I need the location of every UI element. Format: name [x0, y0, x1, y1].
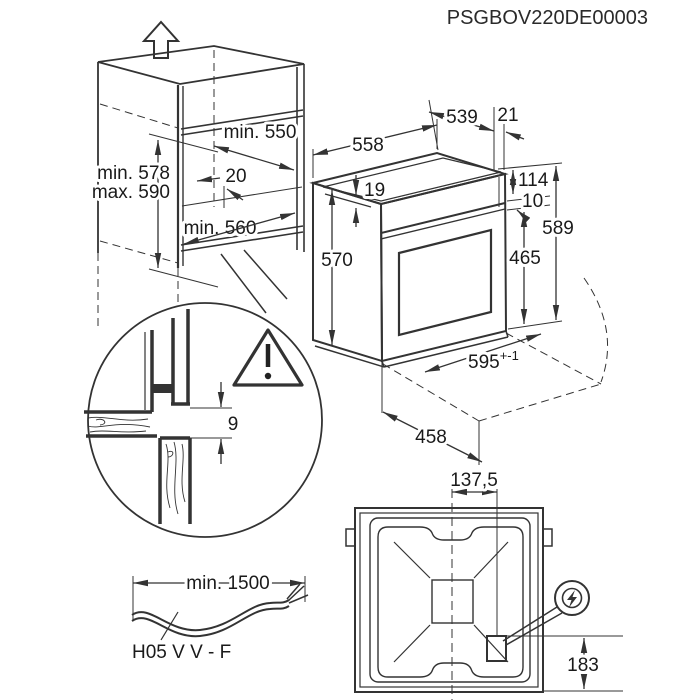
- niche-height-min-label: min. 578: [97, 163, 170, 184]
- connection-offset-y-label: 183: [567, 655, 599, 676]
- fascia-depth-label: 21: [497, 105, 519, 126]
- floor-depth-label: 458: [415, 427, 447, 448]
- niche-depth-label: min. 550: [223, 122, 297, 143]
- drawing-title: PSGBOV220DE00003: [446, 7, 648, 29]
- connection-offset-x-label: 137,5: [450, 470, 498, 491]
- panel-door-gap-label: 10: [522, 191, 544, 212]
- cable-length-label: min. 1500: [186, 573, 270, 594]
- rear-gap-label: 20: [225, 166, 247, 187]
- front-height-label: 589: [542, 218, 574, 239]
- niche-width-label: min. 560: [183, 218, 257, 239]
- door-height-label: 465: [509, 248, 541, 269]
- body-height-label: 570: [321, 250, 353, 271]
- flange-crossbar: [152, 384, 173, 393]
- control-panel-height-label: 114: [518, 170, 549, 191]
- front-width-label: $595^{+-1}$: [468, 348, 519, 373]
- niche-height-max-label: max. 590: [91, 182, 170, 203]
- cable-type-label: H05 V V - F: [132, 642, 232, 663]
- body-width-label: 558: [352, 135, 384, 156]
- top-recess-label: 19: [364, 180, 386, 201]
- body-depth-label: 539: [446, 107, 478, 128]
- panel-overlap-label: 9: [227, 414, 239, 435]
